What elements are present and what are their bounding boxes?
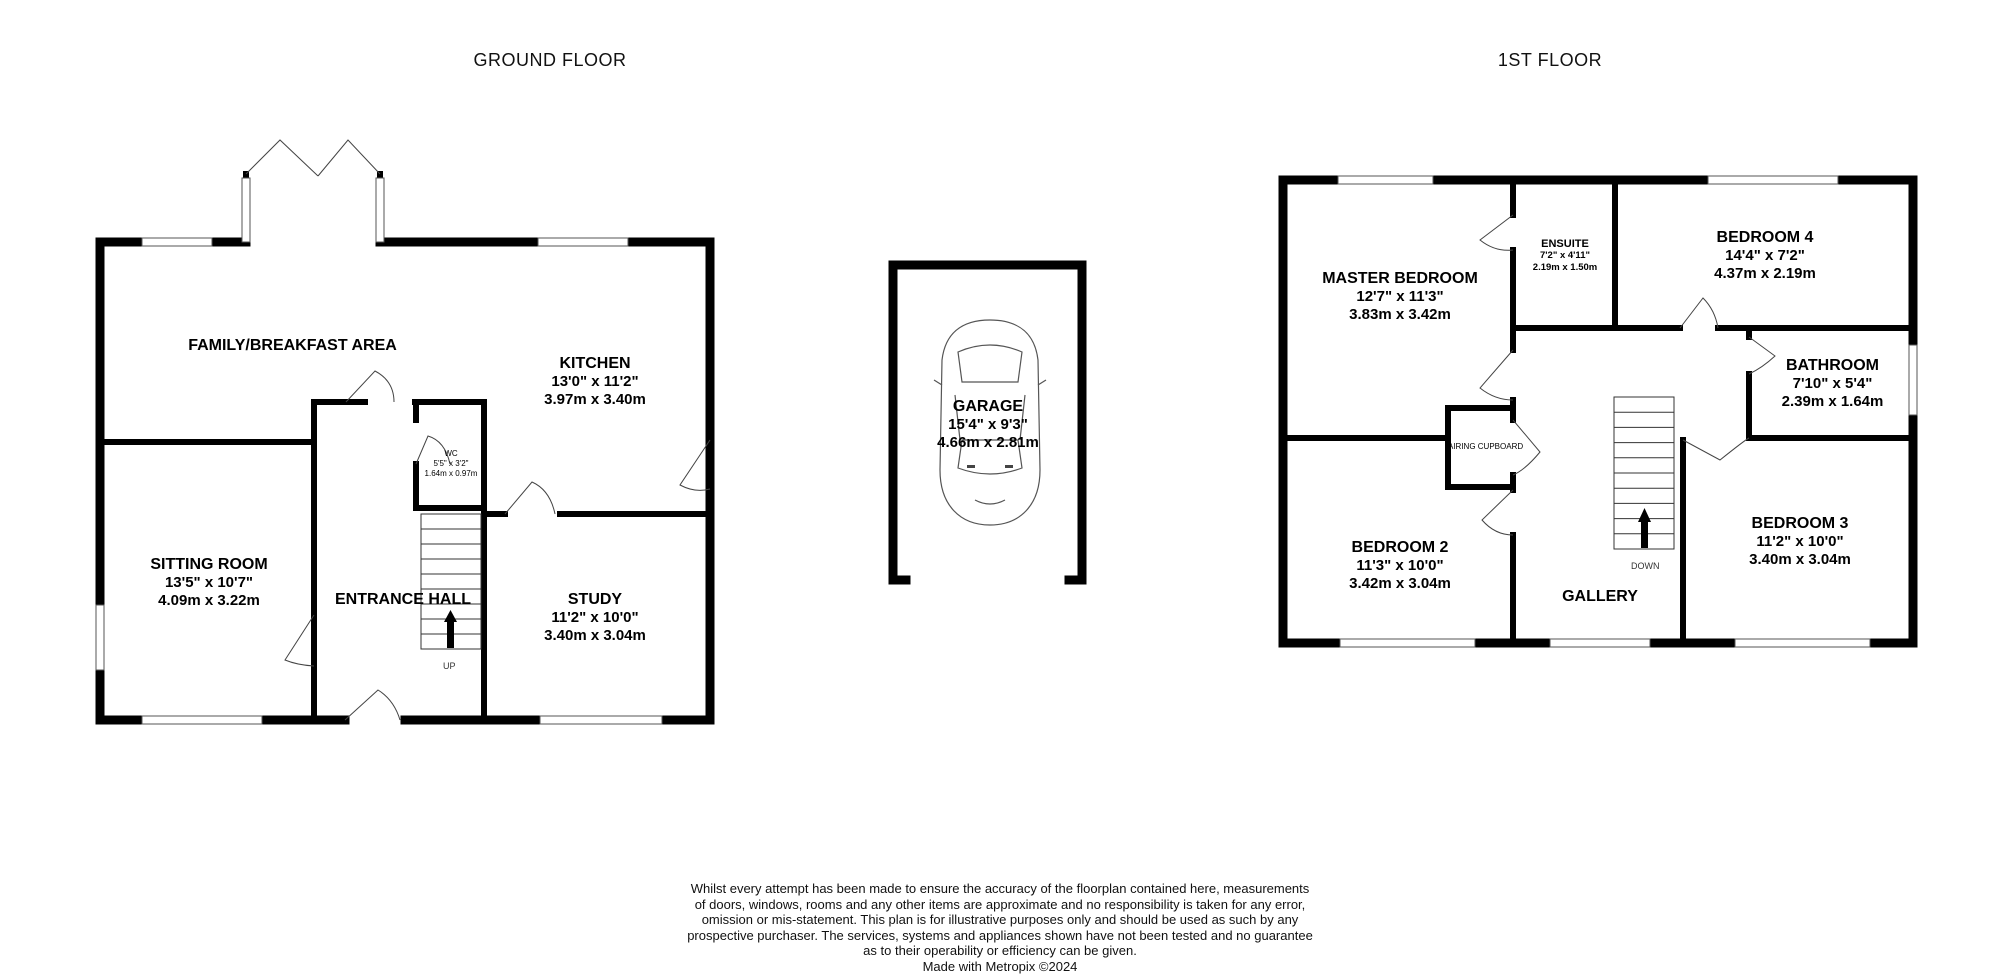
kitchen-label: KITCHEN 13'0" x 11'2" 3.97m x 3.40m (544, 355, 646, 408)
bathroom-label: BATHROOM 7'10" x 5'4" 2.39m x 1.64m (1781, 357, 1884, 410)
stairs-up (421, 514, 481, 649)
disclaimer (600, 881, 1400, 974)
metropix-credit: Made with Metropix ©2024 (922, 958, 1078, 974)
garage-label: GARAGE 15'4" x 9'3" 4.66m x 2.81m (937, 398, 1039, 451)
bedroom-3-label: BEDROOM 3 11'2" x 10'0" 3.40m x 3.04m (1749, 515, 1851, 568)
disclaimer-line: of doors, windows, rooms and any other items are approximate and no responsibility is taken for any error, (694, 896, 1306, 912)
airing-cupboard-label: AIRING CUPBOARD (1448, 442, 1524, 451)
first-floor-title: 1ST FLOOR (1497, 50, 1603, 70)
stairs-down (1614, 397, 1674, 549)
study-label: STUDY 11'2" x 10'0" 3.40m x 3.04m (544, 591, 646, 644)
ground-floor-title: GROUND FLOOR (473, 50, 627, 70)
ensuite-label: ENSUITE 7'2" x 4'11" 2.19m x 1.50m (1532, 238, 1598, 273)
bedroom-4-label: BEDROOM 4 14'4" x 7'2" 4.37m x 2.19m (1714, 229, 1816, 282)
family-breakfast-label: FAMILY/BREAKFAST AREA (188, 337, 397, 354)
disclaimer-line: omission or mis-statement. This plan is for illustrative purposes only and should be used as such by any (701, 912, 1299, 927)
stairs-up-label: UP (443, 661, 456, 671)
disclaimer-line: as to their operability or efficiency can be given. (863, 943, 1137, 958)
sitting-room-label: SITTING ROOM 13'5" x 10'7" 4.09m x 3.22m (150, 556, 268, 609)
master-bedroom-label: MASTER BEDROOM 12'7" x 11'3" 3.83m x 3.42m (1322, 270, 1478, 323)
disclaimer-line: prospective purchaser. The services, systems and appliances shown have not been tested and no guarantee (687, 927, 1313, 943)
stairs-down-label: DOWN (1631, 561, 1660, 571)
disclaimer-line: Whilst every attempt has been made to ensure the accuracy of the floorplan contained here, measurements (690, 881, 1310, 896)
gallery-label: GALLERY (1562, 588, 1638, 605)
wc-label: WC 5'5" x 3'2" 1.64m x 0.97m (424, 449, 478, 478)
entrance-hall-label: ENTRANCE HALL (335, 591, 471, 608)
bedroom-2-label: BEDROOM 2 11'3" x 10'0" 3.42m x 3.04m (1349, 539, 1451, 592)
